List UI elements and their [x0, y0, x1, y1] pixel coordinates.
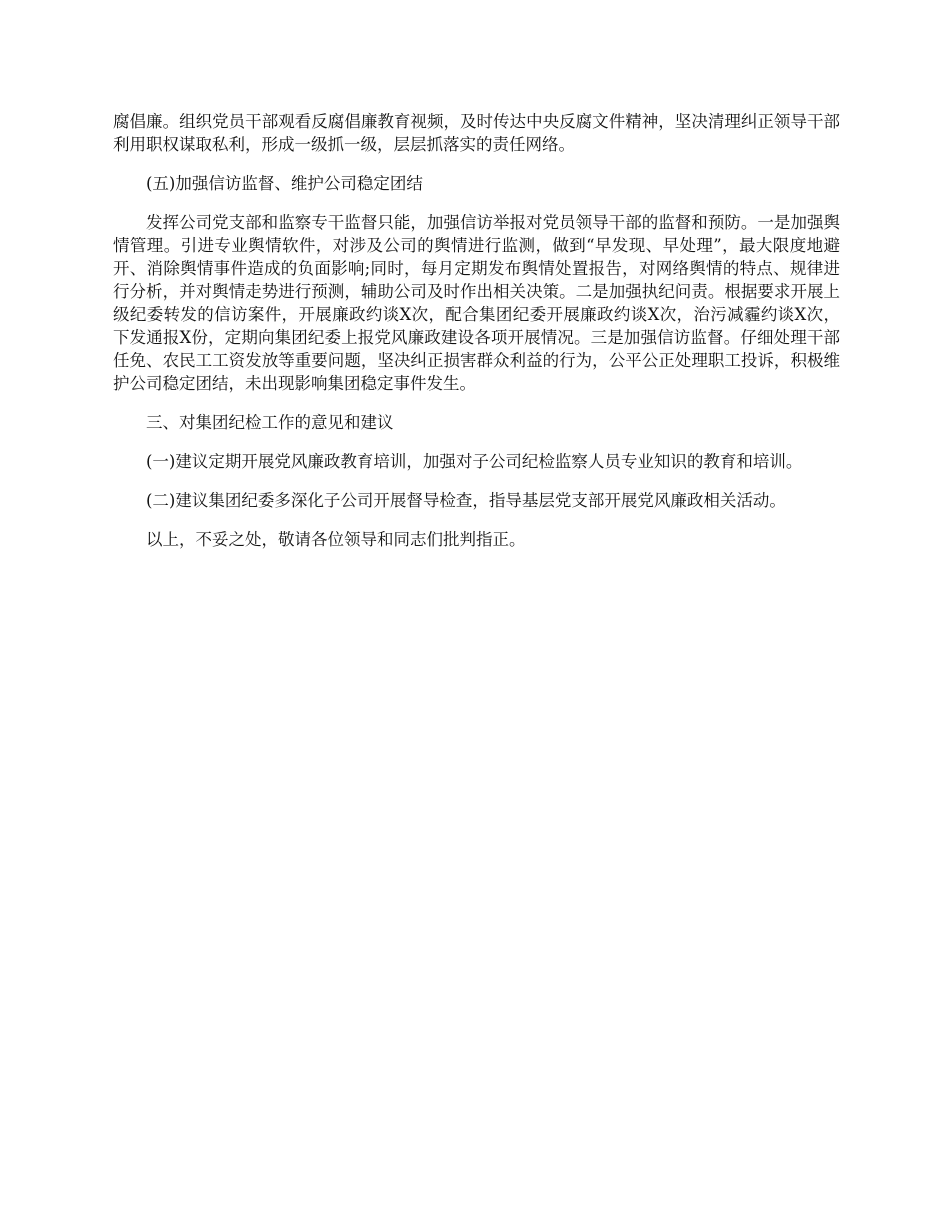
suggestion-1: (一)建议定期开展党风廉政教育培训，加强对子公司纪检监察人员专业知识的教育和培训。	[146, 452, 803, 471]
closing-remark: 以上，不妥之处，敬请各位领导和同志们批判指正。	[146, 530, 526, 549]
paragraph-continuation: 腐倡廉。组织党员干部观看反腐倡廉教育视频，及时传达中央反腐文件精神，坚决清理纠正领导干部利用职权谋取私利，形成一级抓一级，层层抓落实的责任网络。	[113, 112, 840, 154]
document-page	[113, 110, 840, 551]
paragraph-petition-supervision: 发挥公司党支部和监察专干监督只能，加强信访举报对党员领导干部的监督和预防。一是加强舆情管理。引进专业舆情软件，对涉及公司的舆情进行监测，做到“早发现、早处理”，最大限度地避开、消除舆情事件造成的负面影响;同时，每月定期发布舆情处置报告，对网络舆情的特点、规律进行分析，并对舆情走势进行预测，辅助公司及时作出相关决策。二是加强执纪问责。根据要求开展上级纪委转发的信访案件，开展廉政约谈X次，配合集团纪委开展廉政约谈X次，治污减霾约谈X次，下发通报X份，定期向集团纪委上报党风廉政建设各项开展情况。三是加强信访监督。仔细处理干部任免、农民工工资发放等重要问题，坚决纠正损害群众利益的行为，公平公正处理职工投诉，积极维护公司稳定团结，未出现影响集团稳定事件发生。	[113, 213, 840, 393]
suggestion-2: (二)建议集团纪委多深化子公司开展督导检查，指导基层党支部开展党风廉政相关活动。	[146, 491, 786, 510]
section-heading-3: 三、对集团纪检工作的意见和建议	[146, 413, 394, 432]
section-heading-5: (五)加强信访监督、维护公司稳定团结	[146, 174, 423, 193]
